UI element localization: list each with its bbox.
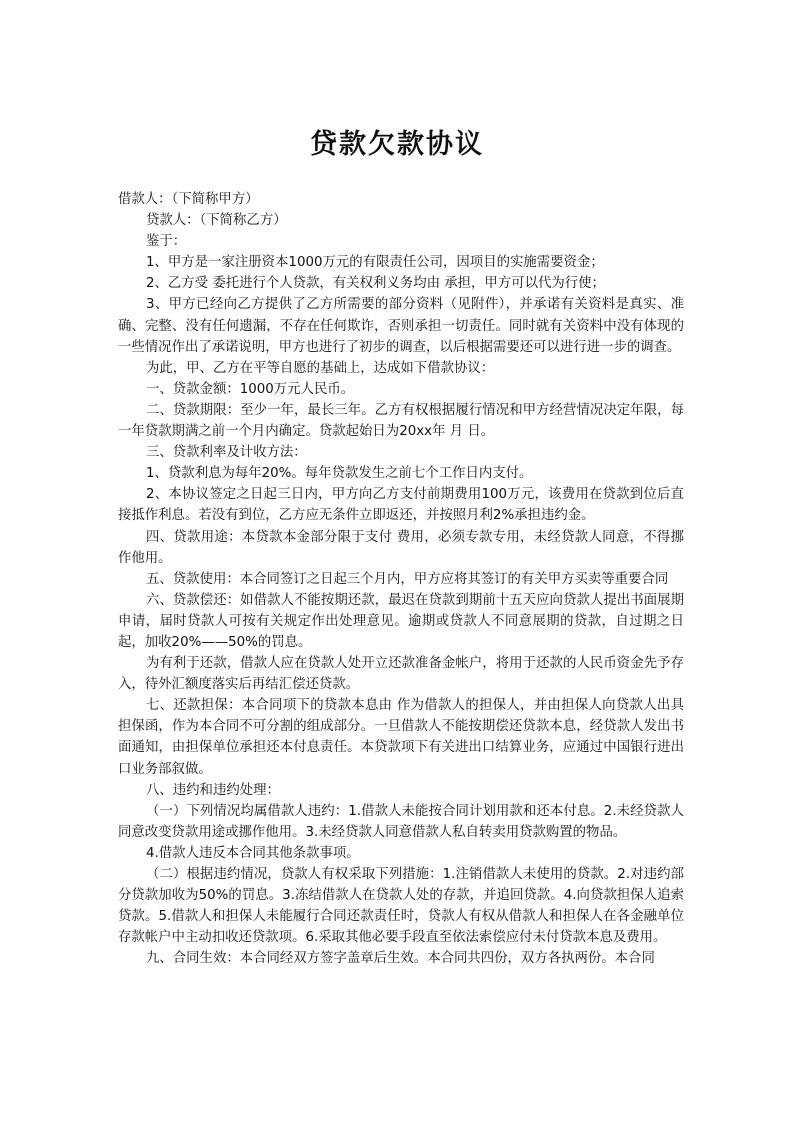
clause-9-effect: 九、合同生效：本合同经双方签字盖章后生效。本合同共四份，双方各执两份。本合同 — [146, 951, 655, 967]
clause-3-item-2: 2、本协议签定之日起三日内，甲方向乙方支付前期费用100万元，该费用在贷款到位后直接抵作利息。若没有到位，乙方应无条件立即返还，并按照月利2%承担违约金。 — [118, 487, 684, 524]
clause-7-guarantee: 七、还款担保：本合同项下的贷款本息由 作为借款人的担保人，并由担保人向贷款人出具担保函，作为本合同不可分割的组成部分。一旦借款人不能按期偿还贷款本息，经贷款人发出书面通知，由担保单位承担还本付息责任。本贷款项下有关进出口结算业务，应通过中国银行进出口业务部叙做。 — [118, 698, 684, 777]
whereas-item-2: 2、乙方受 委托进行个人贷款，有关权利义务均由 承担，甲方可以代为行使； — [146, 276, 605, 292]
clause-1-amount: 一、贷款金额：1000万元人民币。 — [146, 381, 355, 397]
clause-6-account: 为有利于还款，借款人应在贷款人处开立还款准备金帐户，将用于还款的人民币资金先予存入，待外汇额度落实后再结汇偿还贷款。 — [118, 656, 684, 693]
clause-8-part-1-item-4: 4.借款人违反本合同其他条款事项。 — [146, 845, 360, 861]
clause-2-term: 二、贷款期限：至少一年，最长三年。乙方有权根据履行情况和甲方经营情况决定年限，每一年贷款期满之前一个月内确定。贷款起始日为20xx年 月 日。 — [118, 402, 684, 440]
clause-3-heading: 三、贷款利率及计收方法： — [146, 445, 307, 461]
whereas-heading: 鉴于： — [146, 234, 187, 250]
whereas-item-1: 1、甲方是一家注册资本1000万元的有限责任公司，因项目的实施需要资金； — [146, 255, 604, 271]
clause-8-heading: 八、违约和违约处理： — [146, 782, 280, 798]
document-body — [118, 189, 684, 969]
lender-line: 贷款人：（下简称乙方） — [146, 213, 287, 229]
borrower-line: 借款人：（下简称甲方） — [118, 192, 259, 207]
clause-5-usage: 五、贷款使用：本合同签订之日起三个月内，甲方应将其签订的有关甲方买卖等重要合同 — [146, 571, 669, 587]
whereas-item-3: 3、甲方已经向乙方提供了乙方所需要的部分资料（见附件），并承诺有关资料是真实、准确、完整、没有任何遗漏，不存在任何欺诈，否则承担一切责任。同时就有关资料中没有体现的一些情况作出了承诺说明，甲方也进行了初步的调查，以后根据需要还可以进行进一步的调查。 — [118, 297, 684, 355]
clause-8-part-2: （二）根据违约情况，贷款人有权采取下列措施：1.注销借款人未使用的贷款。2.对违约部分贷款加收为50%的罚息。3.冻结借款人在贷款人处的存款，并追回贷款。4.向贷款担保人追索贷款。5.借款人和担保人未能履行合同还款责任时，贷款人有权从借款人和担保人在各金融单位存款帐户中主动扣收还贷款项。6.采取其他必要手段直至依法索偿应付未付贷款本息及费用。 — [118, 867, 684, 946]
document-title: 贷款欠款协议 — [310, 129, 484, 160]
clause-8-part-1: （一）下列情况均属借款人违约：1.借款人未能按合同计划用款和还本付息。2.未经贷款人同意改变贷款用途或挪作他用。3.未经贷款人同意借款人私自转卖用贷款购置的物品。 — [118, 803, 684, 840]
clause-4-purpose: 四、贷款用途：本贷款本金部分限于支付 费用，必须专款专用，未经贷款人同意，不得挪作他用。 — [118, 529, 684, 566]
agreement-intro: 为此，甲、乙方在平等自愿的基础上，达成如下借款协议： — [146, 360, 495, 376]
clause-6-repayment: 六、贷款偿还：如借款人不能按期还款，最迟在贷款到期前十五天应向贷款人提出书面展期申请，届时贷款人可按有关规定作出处理意见。逾期或贷款人不同意展期的贷款，自过期之日起，加收20%——50%的罚息。 — [118, 592, 684, 650]
clause-3-item-1: 1、贷款利息为每年20%。每年贷款发生之前七个工作日内支付。 — [146, 466, 533, 482]
